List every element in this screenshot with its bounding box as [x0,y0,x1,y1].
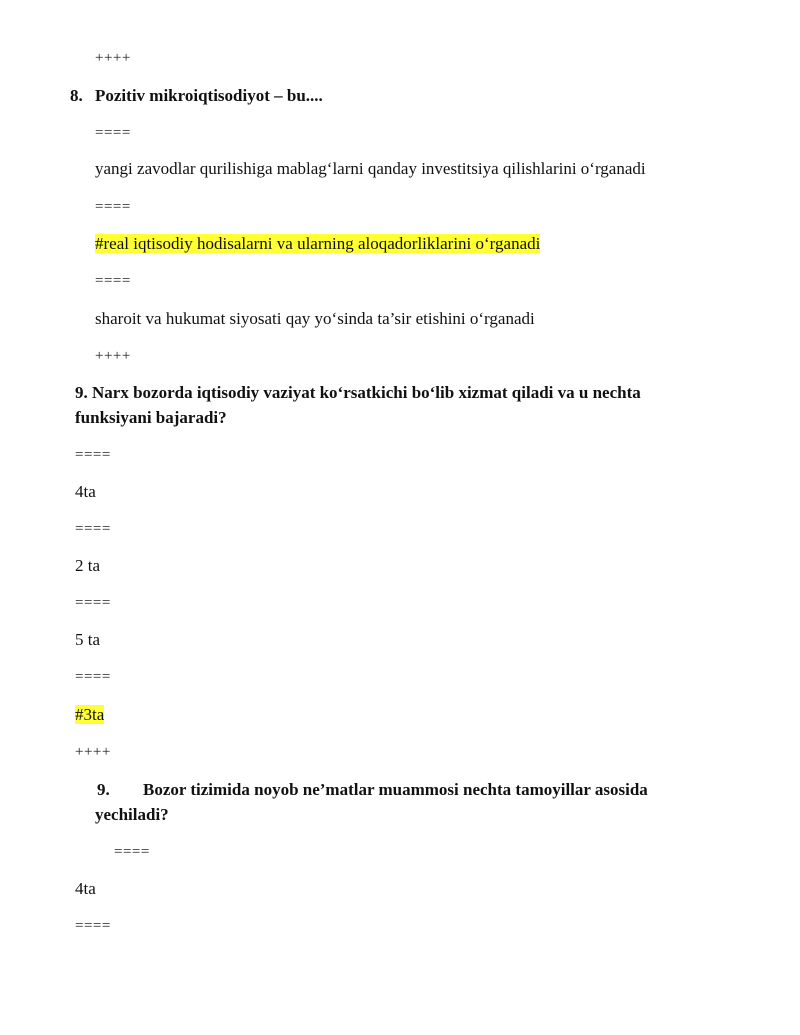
highlighted-answer: #3ta [75,705,105,724]
answer-separator: ==== [75,447,111,463]
question-9b-line-2: yechiladi? [95,805,169,824]
answer-separator: ==== [95,273,131,289]
question-8-option-3: sharoit va hukumat siyosati qay yo‘sinda ta’sir etishini o‘rganadi [95,309,535,328]
question-9-line-2: funksiyani bajaradi? [75,408,227,427]
answer-separator: ==== [114,844,150,860]
answer-separator: ==== [95,199,131,215]
question-8-number: 8. [70,86,83,105]
question-8-text: Pozitiv mikroiqtisodiyot – bu.... [95,86,323,105]
question-9b-number: 9. [97,780,110,799]
question-9b-line-1 [97,779,648,801]
question-9b-option-1: 4ta [75,879,96,898]
answer-separator: ==== [75,595,111,611]
question-9-option-2: 2 ta [75,556,101,575]
question-end-marker: ++++ [95,50,131,66]
answer-separator: ==== [75,918,111,934]
question-9-option-3: 5 ta [75,630,101,649]
question-9b-text: Bozor tizimida noyob ne’matlar muammosi nechta tamoyillar asosida [143,780,648,799]
question-9-line-1: 9. Narx bozorda iqtisodiy vaziyat ko‘rsatkichi bo‘lib xizmat qiladi va u nechta [75,383,641,402]
answer-separator: ==== [95,125,131,141]
answer-separator: ==== [75,521,111,537]
question-9-option-1: 4ta [75,482,96,501]
question-8-option-2-correct [95,233,540,255]
question-9-option-4-correct [75,704,104,726]
question-8 [70,85,323,107]
highlighted-answer: #real iqtisodiy hodisalarni va ularning aloqadorliklarini o‘rganadi [95,234,541,253]
question-end-marker: ++++ [75,744,111,760]
question-end-marker: ++++ [95,348,131,364]
answer-separator: ==== [75,669,111,685]
question-8-option-1: yangi zavodlar qurilishiga mablag‘larni qanday investitsiya qilishlarini o‘rganadi [95,159,646,178]
